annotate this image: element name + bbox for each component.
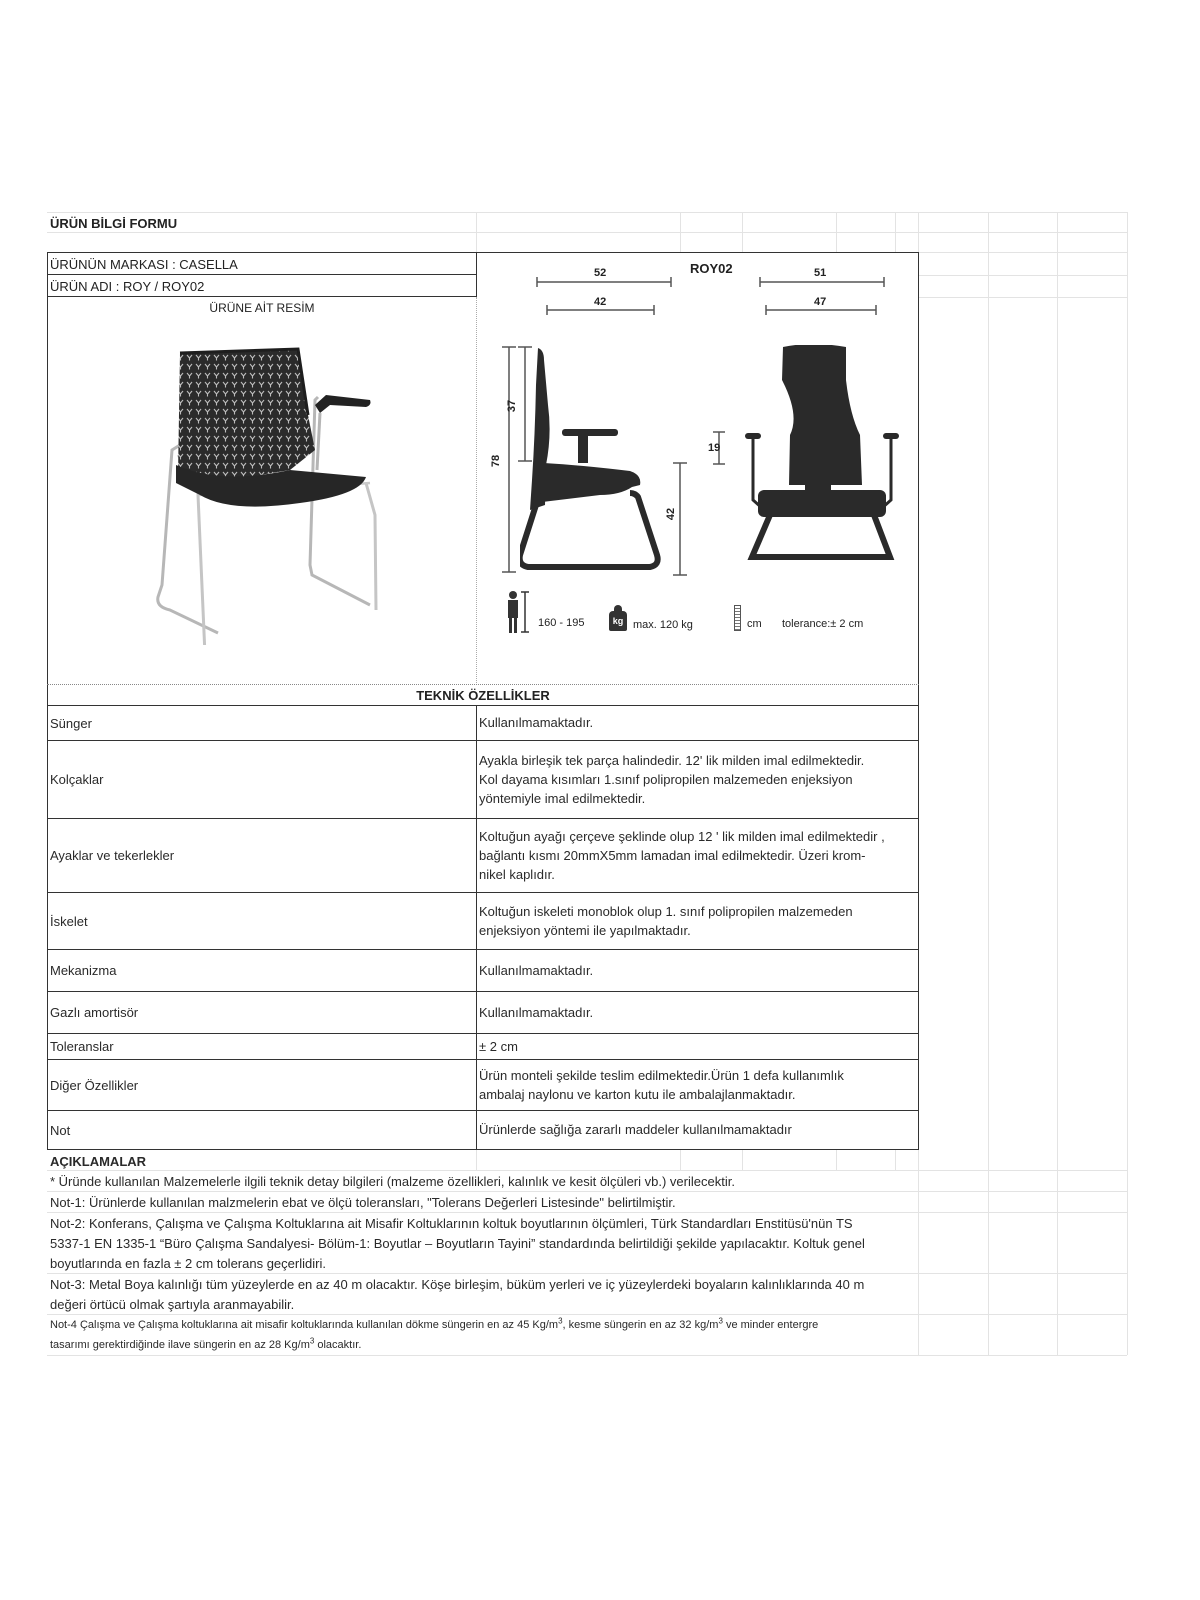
dim-side-top: 52 (594, 267, 607, 279)
note-4-text-d: tasarımı gerektirdiğinde ilave süngerin en az 28 Kg/m (50, 1339, 310, 1351)
spec-label: Kolçaklar (50, 772, 104, 787)
dim-front-seat: 47 (814, 296, 827, 308)
dim-seat-height: 42 (665, 507, 678, 521)
spec-label: Sünger (50, 715, 92, 731)
dim-side-seat: 42 (594, 296, 607, 308)
note-3-line-2: değeri örtücü olmak şartıyla aranmayabilir. (50, 1297, 295, 1312)
sup-3: 3 (309, 1336, 315, 1346)
column-divider (476, 705, 477, 740)
spec-value: Ürün monteli şekilde teslim edilmektedir.Ürün 1 defa kullanımlık (479, 1067, 844, 1083)
row-divider (47, 818, 919, 819)
note-1: Not-1: Ürünlerde kullanılan malzmelerin ebat ve ölçü toleransları, "Tolerans Değerleri Listesinde" belirtilmiştir. (50, 1195, 676, 1210)
dim-arm-height: 19 (708, 442, 721, 454)
spec-label: Mekanizma (50, 963, 117, 978)
note-4-text-a: Not-4 Çalışma ve Çalışma koltuklarına ait misafir koltuklarında kullanılan dökme süngerin en az 45 Kg/m (50, 1319, 559, 1331)
row-divider (47, 705, 919, 706)
spec-value: Kullanılmamaktadır. (479, 715, 594, 730)
column-divider (476, 740, 477, 818)
spec-value: Koltuğun ayağı çerçeve şeklinde olup 12 ' lik milden imal edilmektedir , (479, 828, 885, 844)
sup-3: 3 (718, 1316, 723, 1326)
spec-label: Toleranslar (50, 1039, 114, 1054)
spec-label: Gazlı amortisör (50, 1005, 139, 1020)
row-divider (47, 1059, 919, 1060)
specs-header: TEKNİK ÖZELLİKLER (416, 688, 550, 703)
note-2-line-1: Not-2: Konferans, Çalışma ve Çalışma Koltuklarına ait Misafir Koltuklarının koltuk boyutlarının ölçümleri, Türk Standardları Enstitüsü'nün TS (50, 1216, 853, 1231)
unit-label: cm (747, 618, 762, 630)
row-divider (47, 1033, 919, 1034)
notes-header: AÇIKLAMALAR (50, 1154, 147, 1169)
spec-value: Ayakla birleşik tek parça halindedir. 12' lik milden imal edilmektedir. (479, 752, 865, 768)
spec-value: bağlantı kısmı 20mmX5mm lamadan imal edilmektedir. Üzeri krom- (479, 847, 866, 863)
row-divider (47, 991, 919, 992)
column-divider (476, 1110, 477, 1149)
form-title: ÜRÜN BİLGİ FORMU (50, 216, 178, 231)
column-divider (476, 991, 477, 1033)
note-4-line-1 (50, 1315, 818, 1335)
spec-label: Diğer Özellikler (50, 1077, 139, 1093)
dim-back-height: 37 (506, 399, 519, 413)
person-height-icon (505, 590, 535, 635)
spec-value: ± 2 cm (479, 1038, 518, 1054)
column-divider (476, 818, 477, 892)
row-divider (47, 1110, 919, 1111)
column-divider (476, 1059, 477, 1110)
weight-icon (609, 605, 627, 631)
dim-total-height: 78 (490, 454, 503, 468)
model-code: ROY02 (690, 261, 733, 276)
spec-value: nikel kaplıdır. (479, 866, 555, 882)
sup-3: 3 (558, 1316, 563, 1326)
row-divider (47, 949, 919, 950)
spec-label: Not (50, 1122, 71, 1138)
column-divider (476, 949, 477, 991)
dim-front-top: 51 (814, 267, 827, 279)
row-divider (47, 892, 919, 893)
spec-value: enjeksiyon yöntemi ile yapılmaktadır. (479, 922, 691, 938)
kg-label: kg (612, 616, 624, 626)
note-4-text-e: olacaktır. (314, 1339, 362, 1351)
tolerance-label: tolerance:± 2 cm (782, 618, 864, 630)
row-divider (47, 740, 919, 741)
person-range: 160 - 195 (538, 617, 585, 629)
note-2-line-3: boyutlarında en fazla ± 2 cm tolerans geçerlidiri. (50, 1256, 326, 1271)
note-4-line-2 (50, 1335, 361, 1355)
spec-value: yöntemiyle imal edilmektedir. (479, 790, 646, 806)
note-3-line-1: Not-3: Metal Boya kalınlığı tüm yüzeylerde en az 40 m olacaktır. Köşe birleşim, büküm yerleri ve iç yüzeylerdeki boyaların kalınlıklarında 40 m (50, 1277, 865, 1292)
spec-label: İskelet (50, 913, 88, 929)
spec-label: Ayaklar ve tekerlekler (50, 848, 175, 863)
spec-value: Ürünlerde sağlığa zararlı maddeler kullanılmamaktadır (479, 1122, 792, 1137)
spec-value: Kullanılmamaktadır. (479, 962, 594, 978)
column-divider (476, 1033, 477, 1059)
note-2-line-2: 5337-1 EN 1335-1 “Büro Çalışma Sandalyesi- Bölüm-1: Boyutlar – Boyutların Tayini” standardında belirtildiği şekilde yapılacaktır. Koltuk genel (50, 1236, 865, 1251)
spec-value: Koltuğun iskeleti monoblok olup 1. sınıf polipropilen malzemeden (479, 903, 853, 919)
column-divider (476, 892, 477, 949)
product-name-line: ÜRÜN ADI : ROY / ROY02 (50, 279, 205, 294)
spec-value: Kullanılmamaktadır. (479, 1004, 594, 1020)
spec-value: Kol dayama kısımları 1.sınıf polipropilen malzemeden enjeksiyon (479, 771, 853, 787)
note-4-text-b: , kesme süngerin en az 32 kg/m (562, 1319, 719, 1331)
brand-line: ÜRÜNÜN MARKASI : CASELLA (50, 257, 238, 272)
image-header: ÜRÜNE AİT RESİM (209, 301, 315, 315)
ruler-icon (734, 605, 741, 631)
front-view-drawing (740, 345, 910, 570)
product-photo-chair (140, 335, 390, 645)
spec-value: ambalaj naylonu ve karton kutu ile ambalajlanmaktadır. (479, 1086, 796, 1102)
note-star: * Üründe kullanılan Malzemelerle ilgili teknik detay bilgileri (malzeme özellikleri, kalınlık ve kesit ölçüleri vb.) verilecektir. (50, 1174, 735, 1189)
max-weight: max. 120 kg (633, 619, 693, 631)
note-4-text-c: ve minder entergre (722, 1319, 819, 1331)
side-view-drawing (520, 345, 670, 570)
